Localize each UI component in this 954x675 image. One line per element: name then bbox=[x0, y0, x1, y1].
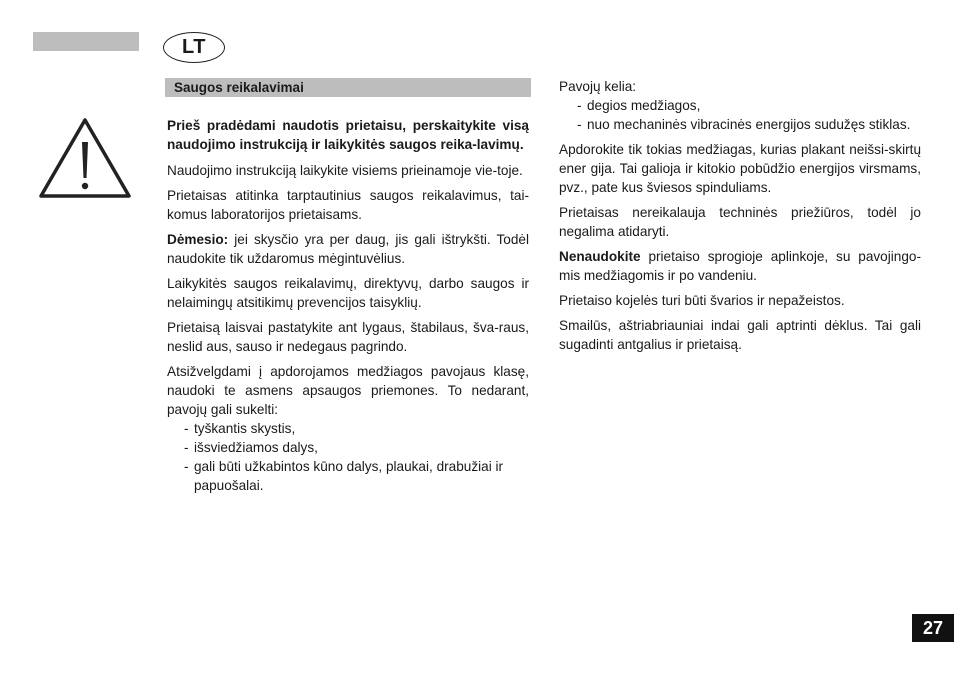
risk-intro: Pavojų kelia: bbox=[559, 79, 637, 94]
list-item: - degios medžiagos, bbox=[577, 98, 701, 113]
header-gray-bar bbox=[33, 32, 139, 51]
do-not-use-text: prietaiso sprogioje aplinkoje, su pavojingo-mis medžiagomis ir po vandeniu. bbox=[559, 249, 921, 283]
paragraph-maintenance: Prietaisas nereikalauja techninės priežiūros, todėl jo negalima atidaryti. bbox=[559, 205, 921, 239]
language-badge: LT bbox=[163, 32, 225, 63]
warning-triangle-icon bbox=[38, 116, 132, 200]
paragraph-do-not-use bbox=[559, 247, 921, 285]
section-title: Saugos reikalavimai bbox=[165, 78, 531, 97]
list-item: - išsviedžiamos dalys, bbox=[184, 440, 318, 455]
do-not-use-label: Nenaudokite bbox=[559, 249, 641, 264]
paragraph-energy: Apdorokite tik tokias medžiagas, kurias plakant neišsi-skirtų ener gija. Tai galioja ir kitokio pobūdžio energijos virsmams, pvz., pate kus šviesos spinduliams. bbox=[559, 142, 921, 195]
paragraph-instructions-access: Naudojimo instrukciją laikykite visiems prieinamoje vie-toje. bbox=[167, 163, 523, 178]
paragraph-standards: Prietaisas atitinka tarptautinius saugos reikalavimus, tai-komus laboratorijos prietaisams. bbox=[167, 188, 529, 222]
right-column bbox=[559, 77, 921, 354]
attention-text: jei skysčio yra per daug, jis gali ištrykšti. Todėl naudokite tik uždaromus mėgintuvėlius. bbox=[167, 232, 529, 266]
list-item: - tyškantis skystis, bbox=[184, 421, 296, 436]
list-item: - gali būti užkabintos kūno dalys, plaukai, drabužiai ir papuošalai. bbox=[184, 459, 504, 493]
list-item: - nuo mechaninės vibracinės energijos sudužęs stiklas. bbox=[577, 117, 911, 132]
hazard-list bbox=[167, 419, 529, 495]
risk-list bbox=[559, 96, 921, 134]
paragraph-attention bbox=[167, 230, 529, 268]
left-column bbox=[167, 116, 529, 495]
paragraph-protective-equipment: Atsižvelgdami į apdorojamos medžiagos pavojaus klasę, naudoki te asmens apsaugos priemones. To nedarant, pavojų gali sukelti: bbox=[167, 364, 529, 417]
paragraph-sharp-vessels: Smailūs, aštriabriauniai indai gali aptrinti dėklus. Tai gali sugadinti antgalius ir prietaisą. bbox=[559, 318, 921, 352]
page-number: 27 bbox=[912, 614, 954, 642]
paragraph-regulations: Laikykitės saugos reikalavimų, direktyvų, darbo saugos ir nelaimingų atsitikimų prevencijos taisyklių. bbox=[167, 276, 529, 310]
paragraph-placement: Prietaisą laisvai pastatykite ant lygaus, štabilaus, šva-raus, neslid aus, sauso ir nedegaus pagrindo. bbox=[167, 320, 529, 354]
intro-warning-text: Prieš pradėdami naudotis prietaisu, perskaitykite visą naudojimo instrukciją ir laikykitės saugos reika-lavimų. bbox=[167, 118, 529, 152]
attention-label: Dėmesio: bbox=[167, 232, 229, 247]
paragraph-feet: Prietaiso kojelės turi būti švarios ir nepažeistos. bbox=[559, 293, 845, 308]
